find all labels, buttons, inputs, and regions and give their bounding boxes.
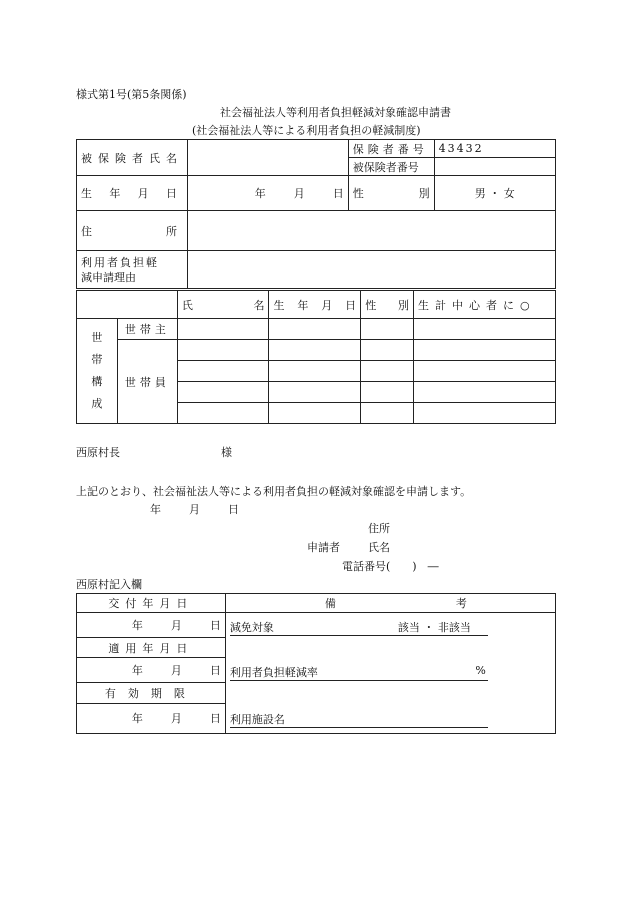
applicant-label: 申請者 [307, 541, 340, 554]
address-label: 住 所 [77, 211, 188, 251]
member-dob[interactable] [269, 340, 361, 361]
insured-name-label: 被保険者氏名 [77, 140, 188, 176]
insured-no-field[interactable] [434, 158, 555, 176]
household-member-label: 世帯員 [117, 340, 177, 424]
member-name[interactable] [177, 403, 269, 424]
statement: 上記のとおり、社会福祉法人等による利用者負担の軽減対象確認を申請します。 [76, 485, 472, 498]
reason-label: 利用者負担軽 減申請理由 [77, 251, 188, 289]
sex-options[interactable]: 男 ・ 女 [434, 176, 555, 211]
application-date[interactable]: 年 月 日 [150, 503, 239, 516]
remarks-header: 備 考 [225, 594, 555, 613]
applicant-table [76, 139, 556, 289]
member-earner[interactable] [414, 361, 556, 382]
exempt-row[interactable]: 減免対象 該当 ・ 非該当 [230, 619, 488, 636]
insured-name-field[interactable] [188, 140, 349, 176]
insurer-no-label: 保険者番号 [348, 140, 434, 158]
household-group-label: 世 帯 構 成 [77, 319, 118, 424]
member-sex[interactable] [361, 403, 414, 424]
issue-date-field[interactable]: 年 月 日 [77, 613, 226, 638]
col-dob: 生 年 月 日 [269, 291, 361, 319]
sex-label: 性 別 [348, 176, 434, 211]
col-main-earner: 生計中心者に○ [414, 291, 556, 319]
member-name[interactable] [177, 361, 269, 382]
member-earner[interactable] [414, 382, 556, 403]
household-table [76, 290, 556, 424]
remarks-cell [225, 613, 555, 734]
col-sex: 性 別 [361, 291, 414, 319]
form-title: 社会福祉法人等利用者負担軽減対象確認申請書 [220, 106, 451, 119]
household-head-earner[interactable] [414, 319, 556, 340]
form-subtitle: (社会福祉法人等による利用者負担の軽減制度) [192, 124, 421, 137]
honorific: 様 [221, 446, 232, 459]
household-head-label: 世帯主 [117, 319, 177, 340]
applicant-address: 住所 [368, 522, 390, 535]
dob-field[interactable]: 年 月 日 [188, 176, 349, 211]
member-name[interactable] [177, 340, 269, 361]
valid-date-field[interactable]: 年 月 日 [77, 703, 226, 733]
valid-label: 有効期限 [77, 683, 226, 704]
addressee: 西原村長 [76, 446, 120, 459]
household-head-dob[interactable] [269, 319, 361, 340]
applicant-phone: 電話番号( ) ― [342, 560, 439, 573]
issue-date-label: 交付年月日 [77, 594, 226, 613]
form-number: 様式第1号(第5条関係) [76, 88, 187, 101]
village-section-label: 西原村記入欄 [76, 578, 142, 591]
applicant-name: 氏名 [368, 541, 390, 554]
member-sex[interactable] [361, 340, 414, 361]
member-dob[interactable] [269, 361, 361, 382]
insurer-no-value[interactable]: 43432 [434, 140, 555, 158]
apply-date-label: 適用年月日 [77, 637, 226, 658]
member-dob[interactable] [269, 403, 361, 424]
facility-row[interactable]: 利用施設名 [230, 711, 488, 728]
col-name: 氏 名 [177, 291, 269, 319]
insured-no-label: 被保険者番号 [348, 158, 434, 176]
household-head-sex[interactable] [361, 319, 414, 340]
member-sex[interactable] [361, 361, 414, 382]
household-head-name[interactable] [177, 319, 269, 340]
member-dob[interactable] [269, 382, 361, 403]
address-field[interactable] [188, 211, 556, 251]
reason-field[interactable] [188, 251, 556, 289]
dob-label: 生 年 月 日 [77, 176, 188, 211]
member-name[interactable] [177, 382, 269, 403]
member-earner[interactable] [414, 340, 556, 361]
office-table [76, 593, 556, 734]
member-earner[interactable] [414, 403, 556, 424]
member-sex[interactable] [361, 382, 414, 403]
apply-date-field[interactable]: 年 月 日 [77, 658, 226, 683]
rate-row[interactable]: 利用者負担軽減率 % [229, 664, 486, 679]
